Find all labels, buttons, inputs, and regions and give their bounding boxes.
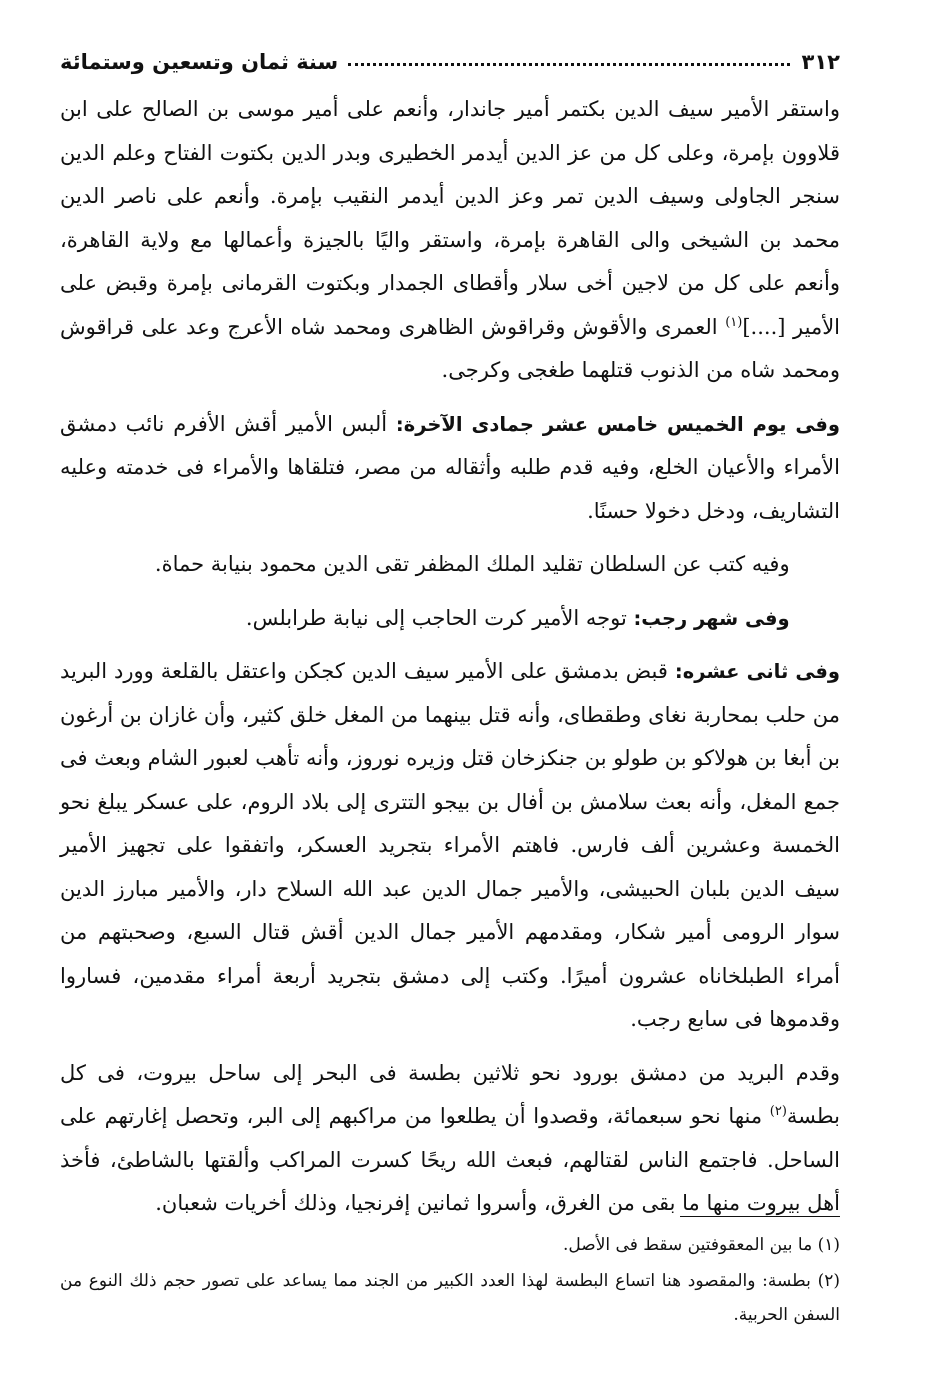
book-page bbox=[60, 30, 840, 1350]
paragraph-3-text: وفيه كتب عن السلطان تقليد الملك المظفر تقى الدين محمود بنيابة حماة. bbox=[154, 552, 790, 576]
page-header bbox=[60, 40, 840, 74]
paragraph-1 bbox=[60, 88, 840, 393]
footnote-ref-1: (١) bbox=[725, 314, 743, 330]
paragraph-1-text: واستقر الأمير سيف الدين بكتمر أمير جاندار، وأنعم على أمير موسى بن الصالح على ابن قلاوون بإمرة، وعلى كل من عز الدين أيدمر الخطيرى وبدر الدين بكتوت الفتاح وعلم الدين سنجر الجاولى وسيف الدين تمر وعز الدين أيدمر النقيب بإمرة. وأنعم على ناصر الدين محمد بن الشيخى والى القاهرة بإمرة، واستقر واليًا بالجيزة وأعمالها مع ولاية القاهرة، وأنعم على كل من لاجين أخى سلار وأقطاى الجمدار وبكتوت القرمانى بإمرة وقبض على الأمير [....] bbox=[60, 97, 840, 339]
paragraph-5 bbox=[60, 650, 840, 1042]
dotted-leader bbox=[348, 63, 789, 66]
paragraph-2-text: ألبس الأمير أقش الأفرم نائب دمشق الأمراء والأعيان الخلع، وفيه قدم طلبه وأثقاله من مصر، فتلقاها والأمراء فى خدمته وعليه التشاريف، ودخل دخولا حسنًا. bbox=[60, 411, 840, 523]
paragraph-6-text-after: منها نحو سبعمائة، وقصدوا أن يطلعوا من مراكبهم إلى البر، وتحصل إغارتهم على الساحل. فاجتمع الناس لقتالهم، فبعث الله ريحًا كسرت المراكب وألقتها بالشاطئ، فأخذ أهل بيروت منها ما بقى من الغرق، وأسروا ثمانين إفرنجيا، وذلك أخريات شعبان. bbox=[60, 1104, 840, 1215]
footnote-separator bbox=[680, 1216, 840, 1217]
paragraph-6 bbox=[60, 1052, 840, 1226]
paragraph-4 bbox=[60, 597, 840, 641]
footnote-1-marker: (١) bbox=[817, 1235, 840, 1255]
paragraph-3 bbox=[60, 543, 840, 587]
footnote-1-text: ما بين المعقوفتين سقط فى الأصل. bbox=[563, 1235, 818, 1255]
running-title: سنة ثمان وتسعين وستمائة bbox=[60, 50, 339, 74]
paragraph-2 bbox=[60, 403, 840, 534]
paragraph-4-lead: وفى شهر رجب: bbox=[633, 606, 790, 630]
footnote-ref-2: (٢) bbox=[769, 1104, 787, 1119]
paragraph-4-text: توجه الأمير كرت الحاجب إلى نيابة طرابلس. bbox=[245, 605, 634, 630]
paragraph-6-text: وقدم البريد من دمشق بورود نحو ثلاثين بطسة فى البحر إلى ساحل بيروت، فى كل بطسة bbox=[60, 1060, 840, 1128]
paragraph-5-lead: وفى ثانى عشره: bbox=[674, 660, 840, 683]
footnotes bbox=[60, 1228, 840, 1334]
footnote-2 bbox=[60, 1264, 840, 1332]
main-text bbox=[60, 88, 840, 1236]
paragraph-5-text: قبض بدمشق على الأمير سيف الدين كجكن واعتقل بالقلعة وورد البريد من حلب بمحاربة نغاى وطقطاى، وأنه قتل بينهما من المغل خلق كثير، وأن غازان بن أرغون بن أبغا بن هولاكو بن طولو بن جنكزخان قتل وزيره نوروز، وأنه تأهب لعبور الشام وبعث فى جمع المغل، وأنه بعث سلامش بن أفال بن بيجو التترى إلى بلاد الروم، على عسكر يبلغ نحو الخمسة وعشرين ألف فارس. فاهتم الأمراء بتجريد العسكر، واتفقوا على تجهيز الأمير سيف الدين بلبان الحبيشى، والأمير جمال الدين عبد الله السلاح دار، والأمير مبارز الدين سوار الرومى أمير شكار، ومقدمهم الأمير جمال الدين أقش قتال السبع، وصحبتهم من أمراء الطبلخاناه عشرون أميرًا. وكتب إلى دمشق بتجريد أربعة أمراء مقدمين، فساروا وقدموها فى سابع رجب. bbox=[60, 659, 840, 1031]
footnote-1 bbox=[60, 1228, 840, 1262]
footnote-2-text: بطسة: والمقصود هنا اتساع البطسة لهذا العدد الكبير من الجند مما يساعد على تصور حجم ذلك النوع من السفن الحربية. bbox=[60, 1271, 840, 1325]
page-number: ٣١٢ bbox=[801, 50, 840, 74]
footnote-2-marker: (٢) bbox=[817, 1271, 840, 1291]
paragraph-1-text-after: العمرى والأقوش وقراقوش الظاهرى ومحمد شاه الأعرج وعد على قراقوش ومحمد شاه من الذنوب قتلهما طغجى وكرجى. bbox=[60, 314, 840, 382]
paragraph-2-lead: وفى يوم الخميس خامس عشر جمادى الآخرة: bbox=[395, 412, 840, 436]
